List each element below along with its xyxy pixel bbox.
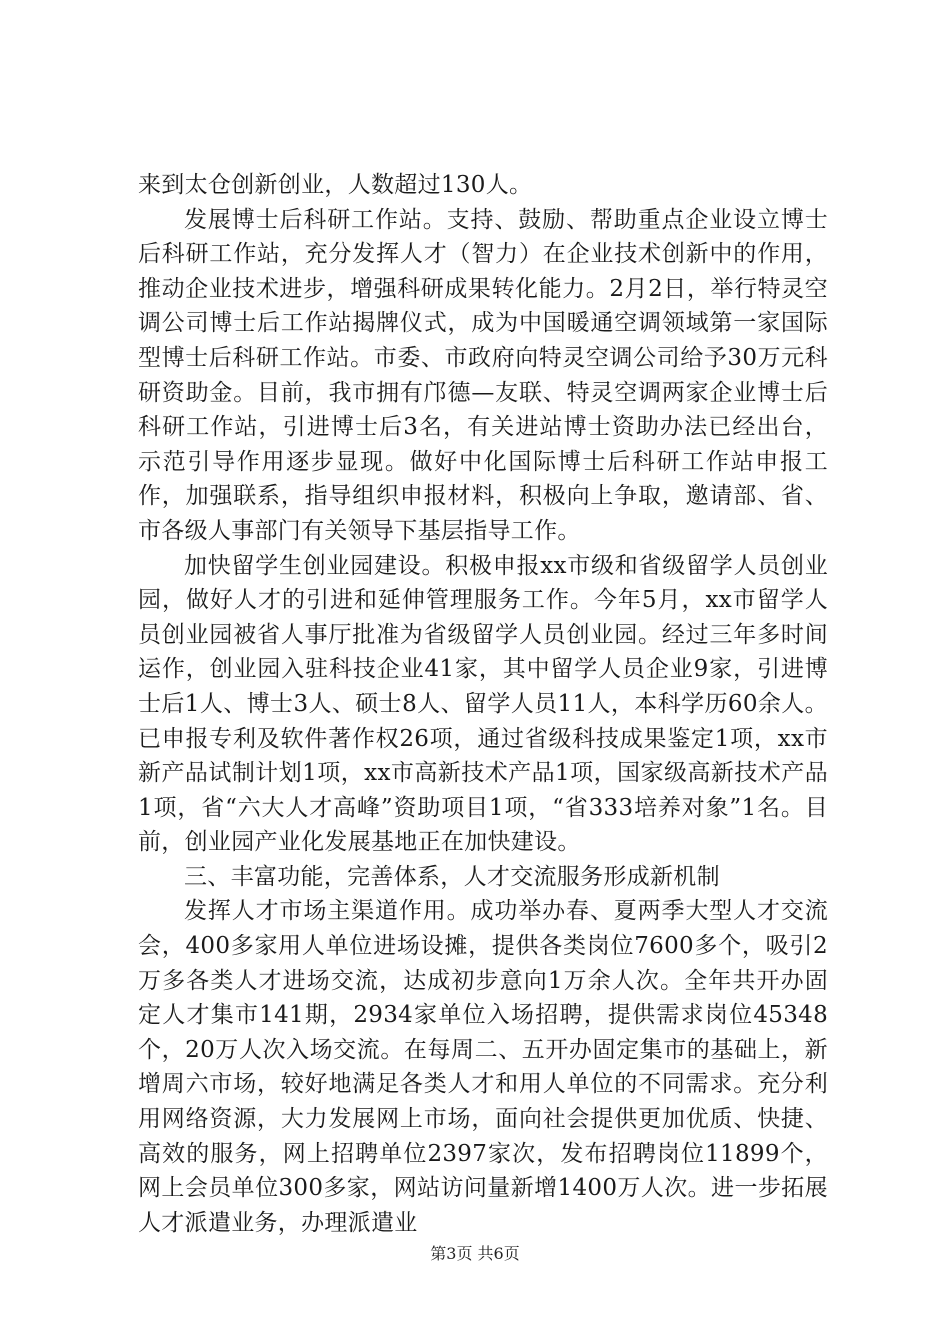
paragraph-continuation: 来到太仓创新创业，人数超过130人。: [138, 172, 533, 198]
document-body: [138, 168, 828, 1240]
page-number-footer: 第3页 共6页: [430, 1244, 520, 1263]
paragraph-overseas-park: 加快留学生创业园建设。积极申报xx市级和省级留学人员创业园，做好人才的引进和延伸管理服务工作。今年5月，xx市留学人员创业园被省人事厅批准为省级留学人员创业园。经过三年多时间运作，创业园入驻科技企业41家，其中留学人员企业9家，引进博士后1人、博士3人、硕士8人、留学人员11人，本科学历60余人。已申报专利及软件著作权26项，通过省级科技成果鉴定1项，xx市新产品试制计划1项，xx市高新技术产品1项，国家级高新技术产品1项，省“六大人才高峰”资助项目1项，“省333培养对象”1名。目前，创业园产业化发展基地正在加快建设。: [138, 552, 828, 856]
paragraph-talent-market: 发挥人才市场主渠道作用。成功举办春、夏两季大型人才交流会，400多家用人单位进场设摊，提供各类岗位7600多个，吸引2万多各类人才进场交流，达成初步意向1万余人次。全年共开办固定人才集市141期，2934家单位入场招聘，提供需求岗位45348个，20万人次入场交流。在每周二、五开办固定集市的基础上，新增周六市场，较好地满足各类人才和用人单位的不同需求。充分利用网络资源，大力发展网上市场，面向社会提供更加优质、快捷、高效的服务，网上招聘单位2397家次，发布招聘岗位11899个，网上会员单位300多家，网站访问量新增1400万人次。进一步拓展人才派遣业务，办理派遣业: [138, 898, 828, 1236]
paragraph-postdoc-station: 发展博士后科研工作站。支持、鼓励、帮助重点企业设立博士后科研工作站，充分发挥人才（智力）在企业技术创新中的作用，推动企业技术进步，增强科研成果转化能力。2月2日，举行特灵空调公司博士后工作站揭牌仪式，成为中国暖通空调领域第一家国际型博士后科研工作站。市委、市政府向特灵空调公司给予30万元科研资助金。目前，我市拥有邝德—友联、特灵空调两家企业博士后科研工作站，引进博士后3名，有关进站博士资助办法已经出台，示范引导作用逐步显现。做好中化国际博士后科研工作站申报工作，加强联系，指导组织申报材料，积极向上争取，邀请部、省、市各级人事部门有关领导下基层指导工作。: [138, 206, 828, 544]
section-heading-talent-exchange: 三、丰富功能，完善体系，人才交流服务形成新机制: [184, 863, 720, 890]
